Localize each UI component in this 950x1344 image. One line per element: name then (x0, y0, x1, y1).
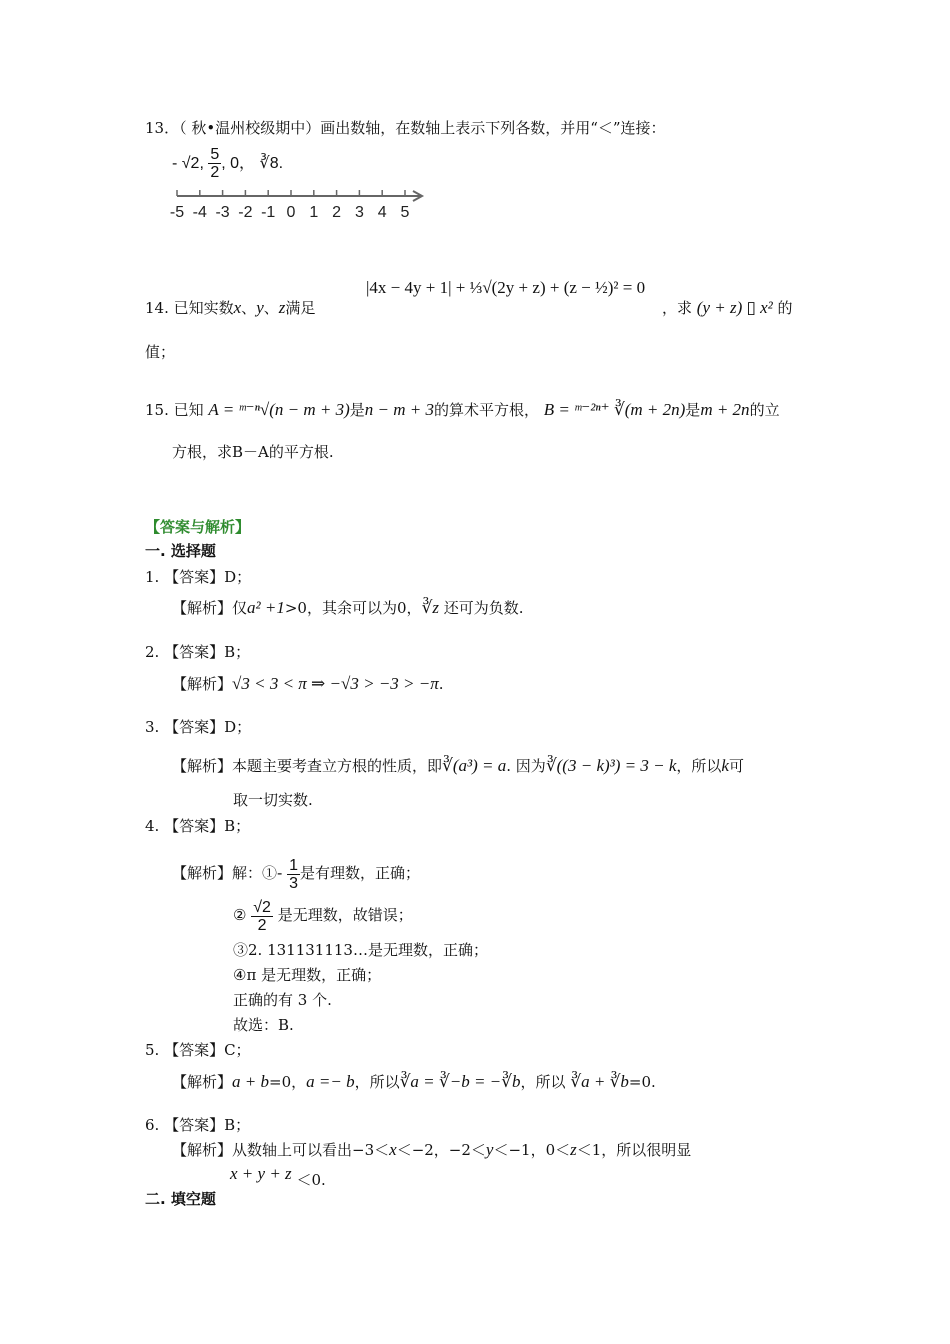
axis-tick-label: -3 (215, 204, 230, 221)
text: . (438, 675, 444, 693)
text: 从数轴上可以看出−3＜ (232, 1141, 390, 1159)
numerator: 5 (210, 146, 220, 164)
a1-answer: 1. 【答案】D； (145, 568, 252, 586)
axis-tick-label: 2 (332, 204, 342, 221)
q14-line2: 值； (145, 343, 176, 361)
axis-tick-label: 1 (309, 204, 319, 221)
a3-explanation (172, 756, 744, 776)
text: 是 (685, 401, 701, 419)
a4-answer: 4. 【答案】B； (145, 817, 251, 835)
q15-line1 (145, 400, 780, 420)
a4-line6: 故选：B. (233, 1016, 294, 1034)
numerator: √2 (253, 898, 271, 916)
q14-expr: (y + z) ▯ x² (696, 298, 773, 317)
axis-tick-label: 3 (354, 204, 364, 221)
text: 的算术平方根， (434, 401, 540, 419)
q14-cond: 满足 (285, 299, 316, 317)
q14-ask-text: ，求 (662, 299, 693, 317)
a3-answer: 3. 【答案】D； (145, 718, 252, 736)
a6-line2 (230, 1164, 326, 1189)
math: a =− b (306, 1072, 355, 1091)
text: ，所以 (354, 1073, 400, 1091)
a4-line2 (233, 895, 413, 935)
math: ∛((3 − k)³) = 3 − k (545, 756, 677, 775)
a2-answer: 2. 【答案】B； (145, 643, 251, 661)
math: √3 < 3 < π ⇒ −√3 > −3 > −π (232, 674, 439, 693)
q15-B: B = ᵐ⁻²ⁿ⁺ ∛(m + 2n) (543, 400, 686, 419)
q13-cbrt8: ∛8. (259, 155, 284, 172)
q14-formula: |4x − 4y + 1| + ⅓√(2y + z) + (z − ½)² = 0 (366, 278, 646, 297)
axis-tick-label: 5 (400, 204, 410, 221)
var-y: y (256, 298, 264, 317)
text: 可 (728, 757, 744, 775)
math: ∛a = ∛−b = −∛b (399, 1072, 521, 1091)
q14-tail: 的 (777, 299, 793, 317)
math: a + b (232, 1072, 269, 1091)
text: ＜1，所以很明显 (576, 1141, 692, 1159)
math: ∛a + ∛b (570, 1072, 629, 1091)
text: - (277, 865, 283, 882)
label: 【解析】 (172, 1073, 233, 1091)
math: a² +1 (247, 598, 285, 617)
numerator: 1 (289, 856, 299, 874)
a4-line5: 正确的有 3 个. (233, 991, 332, 1009)
q13-text: 13．（ 秋•温州校级期中）画出数轴，在数轴上表示下列各数，并用“＜”连接： (145, 119, 666, 137)
axis-tick-label: 0 (286, 204, 296, 221)
text: =0. (628, 1073, 656, 1091)
text: =0， (269, 1073, 307, 1091)
math: z (570, 1140, 577, 1159)
fraction (251, 899, 273, 934)
a4-line3: ③2. 131131113…是无理数，正确； (233, 941, 488, 959)
math: ∛(a³) = a (442, 756, 507, 775)
axis-tick-label: -1 (261, 204, 276, 221)
q15-expr2: m + 2n (700, 400, 750, 419)
q13-neg-sqrt2: - √2, (172, 155, 204, 172)
text: ＜0. (296, 1171, 326, 1189)
text: ＜−1，0＜ (493, 1141, 571, 1159)
math: x + y + z (230, 1164, 292, 1183)
a5-answer: 5. 【答案】C； (145, 1041, 251, 1059)
label: 【解析】 (172, 599, 233, 617)
label: 【解析】 (172, 1141, 233, 1159)
q14-ask (662, 298, 793, 318)
a5-explanation (172, 1072, 656, 1092)
text: 的立 (749, 401, 780, 419)
axis-tick-label: -4 (192, 204, 207, 221)
separator: 、 (263, 299, 279, 317)
q13-zero: , 0， (221, 155, 256, 172)
a6-answer: 6. 【答案】B； (145, 1116, 251, 1134)
text: 仅 (232, 599, 248, 617)
denominator: 2 (257, 916, 267, 934)
q15-prefix: 15. 已知 (145, 401, 204, 419)
a4-line1 (172, 853, 420, 894)
text: 本题主要考查立方根的性质，即 (232, 757, 443, 775)
text: 还可为负数. (438, 599, 524, 617)
text: 是无理数，故错误； (272, 906, 413, 924)
text: ② (233, 906, 247, 924)
a6-explanation (172, 1140, 691, 1160)
q14-prefix: 14. 已知实数 (145, 299, 234, 317)
text: ，所以 (520, 1073, 566, 1091)
q14-line1 (145, 298, 315, 318)
text: ，所以 (676, 757, 722, 775)
denominator: 2 (210, 164, 220, 182)
q15-A: A = ᵐ⁻ⁿ√(n − m + 3) (208, 400, 350, 419)
var-z: z (278, 298, 286, 317)
label: 【解析】 (172, 864, 233, 882)
math: y (485, 1140, 494, 1159)
answers-title: 【答案与解析】 (145, 518, 251, 536)
number-line (170, 186, 440, 226)
text: 是 (349, 401, 365, 419)
a1-explanation (172, 598, 524, 618)
math: x (389, 1140, 397, 1159)
q13-fraction (208, 146, 221, 181)
label: 【解析】 (172, 675, 233, 693)
text: 解：① (232, 864, 278, 882)
axis-tick-label: 4 (377, 204, 387, 221)
section-choice: 一. 选择题 (145, 542, 216, 560)
fraction (287, 857, 300, 892)
denominator: 3 (289, 874, 299, 892)
q15-expr1: n − m + 3 (364, 400, 434, 419)
q15-line2: 方根，求B－A的平方根. (172, 443, 334, 461)
text: . 因为 (506, 757, 546, 775)
var-x: x (233, 298, 242, 317)
label: 【解析】 (172, 757, 233, 775)
a2-explanation (172, 674, 444, 694)
section-fill: 二. 填空题 (145, 1190, 216, 1208)
math: k (721, 756, 729, 775)
math: ∛z (421, 598, 439, 617)
text: >0，其余可以为0， (284, 599, 422, 617)
q13-numbers (172, 142, 283, 186)
separator: 、 (241, 299, 257, 317)
text: ＜−2，−2＜ (396, 1141, 486, 1159)
a4-line4: ④π 是无理数，正确； (233, 966, 382, 984)
axis-tick-label: -5 (170, 204, 185, 221)
text: 是有理数，正确； (300, 864, 421, 882)
axis-tick-label: -2 (238, 204, 253, 221)
a3-line2: 取一切实数. (233, 791, 313, 809)
